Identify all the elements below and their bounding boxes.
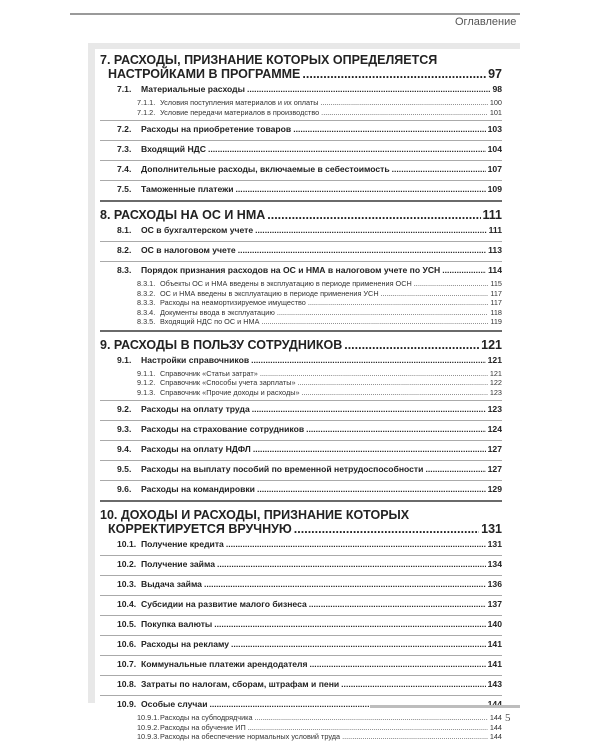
section-title <box>117 444 251 455</box>
toc-section-entry[interactable] <box>100 261 502 278</box>
section-page: 136 <box>487 579 502 589</box>
dot-leader <box>302 388 488 398</box>
dot-leader <box>294 522 479 536</box>
section-number: 7.5. <box>117 184 132 194</box>
section-page: 141 <box>487 659 502 669</box>
subsection-title-text: Справочник «Способы учета зарплаты» <box>160 378 296 387</box>
section-title <box>117 619 212 630</box>
footer-rule <box>370 705 520 708</box>
section-number: 10.6. <box>117 639 137 649</box>
subsection-page: 123 <box>489 387 502 397</box>
section-title-text: Особые случаи <box>141 699 208 709</box>
section-title-text: Коммунальные платежи арендодателя <box>141 659 308 669</box>
chapter-title-text: 9. РАСХОДЫ В ПОЛЬЗУ СОТРУДНИКОВ <box>100 337 343 352</box>
section-number: 10.7. <box>117 659 137 669</box>
section-title-text: Получение кредита <box>141 539 224 549</box>
dot-leader <box>344 338 479 352</box>
chapter-page: 111 <box>482 208 502 222</box>
subsection-title-text: Справочник «Прочие доходы и расходы» <box>160 387 300 397</box>
frame-top-bar <box>88 43 520 49</box>
section-title <box>117 84 245 95</box>
header-rule <box>70 13 520 15</box>
section-number: 10.8. <box>117 679 137 689</box>
chapter-title-text: НАСТРОЙКАМИ В ПРОГРАММЕ <box>108 67 301 81</box>
toc-section-entry[interactable] <box>100 120 502 137</box>
chapter-heading[interactable] <box>100 330 502 353</box>
section-title <box>117 559 215 570</box>
toc-section-entry[interactable] <box>100 460 502 477</box>
chapter-title-text: 10. ДОХОДЫ И РАСХОДЫ, ПРИЗНАНИЕ КОТОРЫХ <box>100 508 410 522</box>
chapter-title-line <box>100 53 502 67</box>
subsection-page: 119 <box>490 317 502 326</box>
section-title <box>117 404 250 415</box>
section-page: 129 <box>487 484 502 494</box>
chapter-title-line <box>100 338 502 352</box>
section-title-text: Порядок признания расходов на ОС и НМА в налоговом учете по УСН <box>141 265 441 275</box>
toc-subsection-entry[interactable] <box>100 108 502 118</box>
section-title-text: Настройки справочников <box>141 354 250 365</box>
dot-leader <box>238 245 486 256</box>
section-page: 140 <box>487 619 502 629</box>
dot-leader <box>425 464 485 475</box>
section-title <box>117 464 423 475</box>
subsection-title <box>137 279 412 289</box>
section-number: 10.3. <box>117 579 137 589</box>
section-page: 144 <box>487 699 502 709</box>
subsection-number: 10.9.1. <box>137 713 160 722</box>
section-page: 137 <box>487 599 502 609</box>
dot-leader <box>298 378 488 388</box>
dot-leader <box>214 619 485 630</box>
toc-subsection-entry[interactable] <box>100 378 502 388</box>
subsection-title-text: Документы ввода в эксплуатацию <box>160 307 275 317</box>
subsection-page: 118 <box>490 307 502 317</box>
dot-leader <box>321 108 488 118</box>
toc-section-entry[interactable] <box>100 615 502 632</box>
section-title <box>117 699 207 710</box>
dot-leader <box>204 579 486 590</box>
subsection-number: 8.3.4. <box>137 307 156 317</box>
toc-section-entry[interactable] <box>100 223 502 238</box>
section-number: 9.1. <box>117 354 132 365</box>
section-title-text: ОС в бухгалтерском учете <box>141 225 254 235</box>
section-title-text: Покупка валюты <box>141 619 213 629</box>
section-page: 103 <box>487 124 502 134</box>
section-number: 8.2. <box>117 245 132 255</box>
section-title <box>117 424 304 435</box>
subsection-page: 144 <box>489 722 502 732</box>
toc-subsection-entry[interactable] <box>100 732 502 742</box>
subsection-title-text: Расходы на обучение ИП <box>160 722 246 732</box>
toc-section-entry[interactable] <box>100 595 502 612</box>
chapter-page: 121 <box>481 337 502 352</box>
dot-leader <box>236 184 486 195</box>
section-page: 134 <box>487 559 502 569</box>
section-page: 98 <box>492 84 502 94</box>
subsection-number: 8.3.3. <box>137 298 156 307</box>
section-title-text: Входящий НДС <box>141 144 207 154</box>
chapter-title-line <box>100 67 502 81</box>
dot-leader <box>255 225 486 236</box>
dot-leader <box>302 67 486 81</box>
section-title <box>117 265 440 276</box>
section-number: 7.2. <box>117 124 132 134</box>
subsection-page: 115 <box>490 279 502 288</box>
section-title <box>117 539 224 550</box>
dot-leader <box>381 289 489 299</box>
dot-leader <box>251 355 486 366</box>
dot-leader <box>306 424 486 435</box>
subsection-title <box>137 108 319 118</box>
toc-subsection-entry[interactable] <box>100 298 502 308</box>
section-page: 104 <box>487 144 502 154</box>
toc-subsection-entry[interactable] <box>100 713 502 723</box>
toc-section-entry[interactable] <box>100 400 502 417</box>
subsection-title <box>137 388 300 398</box>
section-number: 8.3. <box>117 265 132 275</box>
toc-section-entry[interactable] <box>100 180 502 197</box>
section-title <box>117 579 202 590</box>
dot-leader <box>208 144 486 155</box>
section-page: 127 <box>487 464 502 474</box>
section-number: 7.4. <box>117 164 132 174</box>
dot-leader <box>277 308 489 318</box>
dot-leader <box>308 298 489 308</box>
subsection-title <box>137 732 340 742</box>
toc-section-entry[interactable] <box>100 555 502 572</box>
toc-subsection-entry[interactable] <box>100 388 502 398</box>
subsection-page: 100 <box>489 98 502 107</box>
chapter-title-line <box>100 522 502 536</box>
section-title-text: Расходы на выплату пособий по временной нетрудоспособности <box>141 464 424 474</box>
toc-section-entry[interactable] <box>100 160 502 177</box>
subsection-title-text: Расходы на неамортизируемое имущество <box>160 298 306 307</box>
chapter-title-text: КОРРЕКТИРУЕТСЯ ВРУЧНУЮ <box>108 522 292 536</box>
frame-left-bar <box>88 43 95 703</box>
subsection-number: 8.3.1. <box>137 279 156 288</box>
section-page: 114 <box>488 265 502 275</box>
subsection-page: 144 <box>489 732 502 741</box>
subsection-title-text: Расходы на обеспечение нормальных условий труда <box>160 732 341 741</box>
chapter-title-text: 7. РАСХОДЫ, ПРИЗНАНИЕ КОТОРЫХ ОПРЕДЕЛЯЕТСЯ <box>100 53 438 67</box>
subsection-page: 122 <box>489 378 502 387</box>
subsection-number: 8.3.5. <box>137 317 156 326</box>
section-title-text: Субсидии на развитие малого бизнеса <box>141 599 307 609</box>
subsection-title <box>137 378 296 388</box>
toc-section-entry[interactable] <box>100 675 502 692</box>
toc-section-entry[interactable] <box>100 537 502 552</box>
subsection-number: 9.1.2. <box>137 378 156 387</box>
toc-subsection-entry[interactable] <box>100 317 502 327</box>
section-page: 109 <box>487 184 502 194</box>
toc-subsection-entry[interactable] <box>100 279 502 289</box>
subsection-title <box>137 298 306 308</box>
subsection-title-text: Расходы на субподрядчика <box>160 713 253 722</box>
subsection-page: 117 <box>490 298 502 307</box>
section-title <box>117 124 291 135</box>
dot-leader <box>392 164 486 175</box>
dot-leader <box>414 279 489 289</box>
section-number: 9.6. <box>117 484 132 494</box>
subsection-number: 9.1.1. <box>137 368 156 378</box>
subsection-number: 7.1.1. <box>137 98 156 107</box>
section-title-text: Расходы на командировки <box>141 484 255 494</box>
toc-subsection-entry[interactable] <box>100 369 502 379</box>
dot-leader <box>231 639 486 650</box>
dot-leader <box>341 679 485 690</box>
dot-leader <box>253 444 486 455</box>
section-title-text: Материальные расходы <box>141 84 245 94</box>
dot-leader <box>217 559 486 570</box>
toc-section-entry[interactable] <box>100 575 502 592</box>
toc-section-entry[interactable] <box>100 655 502 672</box>
section-page: 141 <box>487 639 502 649</box>
section-page: 131 <box>487 539 502 549</box>
toc-section-entry[interactable] <box>100 480 502 497</box>
section-number: 7.3. <box>117 144 132 154</box>
subsection-title-text: Условия поступления материалов и их оплаты <box>160 98 319 107</box>
toc-section-entry[interactable] <box>100 695 502 712</box>
section-number: 9.3. <box>117 424 132 434</box>
section-title-text: Выдача займа <box>141 579 202 589</box>
dot-leader <box>226 539 486 550</box>
chapter-page: 97 <box>488 67 502 81</box>
section-number: 10.9. <box>117 699 137 709</box>
section-number: 10.5. <box>117 619 137 629</box>
subsection-title <box>137 308 275 318</box>
subsection-page: 144 <box>489 713 502 722</box>
section-title-text: Расходы на оплату НДФЛ <box>141 444 251 454</box>
chapter-title-line <box>100 208 502 222</box>
subsection-title <box>137 723 246 733</box>
section-number: 7.1. <box>117 84 132 94</box>
subsection-title <box>137 369 258 379</box>
subsection-title <box>137 98 319 108</box>
toc-subsection-entry[interactable] <box>100 723 502 733</box>
header-title: Оглавление <box>455 16 517 28</box>
section-title-text: Таможенные платежи <box>141 184 234 194</box>
section-number: 10.1. <box>117 539 137 549</box>
dot-leader <box>310 659 486 670</box>
dot-leader <box>248 723 488 733</box>
section-number: 9.4. <box>117 444 132 454</box>
section-page: 143 <box>487 679 502 689</box>
dot-leader <box>267 208 480 222</box>
section-title <box>117 184 234 195</box>
dot-leader <box>257 484 486 495</box>
section-title <box>117 245 236 256</box>
toc-section-entry[interactable] <box>100 82 502 97</box>
subsection-page: 117 <box>490 288 502 298</box>
chapter-heading[interactable] <box>100 200 502 223</box>
chapter-title-line <box>100 508 502 522</box>
toc-section-entry[interactable] <box>100 140 502 157</box>
section-title-text: Затраты по налогам, сборам, штрафам и пени <box>141 679 340 689</box>
section-number: 10.4. <box>117 599 137 609</box>
dot-leader <box>321 98 488 108</box>
dot-leader <box>247 84 490 95</box>
chapter-heading[interactable] <box>100 500 502 537</box>
section-title-text: Получение займа <box>141 559 215 569</box>
subsection-title <box>137 317 259 327</box>
subsection-number: 10.9.2. <box>137 722 160 732</box>
section-page: 113 <box>488 245 502 255</box>
dot-leader <box>309 599 486 610</box>
subsection-page: 121 <box>489 368 502 378</box>
subsection-number: 10.9.3. <box>137 732 160 741</box>
section-title <box>117 639 229 650</box>
subsection-title-text: Условие передачи материалов в производство <box>160 107 320 117</box>
toc-section-entry[interactable] <box>100 420 502 437</box>
subsection-number: 8.3.2. <box>137 288 156 298</box>
section-title <box>117 225 253 236</box>
section-number: 9.2. <box>117 404 132 414</box>
subsection-title-text: Справочник «Статьи затрат» <box>160 368 258 378</box>
subsection-number: 9.1.3. <box>137 387 156 397</box>
dot-leader <box>260 369 488 379</box>
subsection-title <box>137 289 379 299</box>
dot-leader <box>255 713 488 723</box>
section-number: 9.5. <box>117 464 132 474</box>
table-of-contents <box>100 52 502 742</box>
section-page: 124 <box>487 424 502 434</box>
section-title <box>117 164 390 175</box>
subsection-number: 7.1.2. <box>137 107 156 117</box>
chapter-title-text: 8. РАСХОДЫ НА ОС И НМА <box>100 208 266 222</box>
toc-subsection-entry[interactable] <box>100 308 502 318</box>
toc-section-entry[interactable] <box>100 635 502 652</box>
dot-leader <box>342 732 488 742</box>
section-title-text: Расходы на оплату труда <box>141 404 250 414</box>
section-number: 10.2. <box>117 559 137 569</box>
section-page: 121 <box>487 354 502 365</box>
toc-section-entry[interactable] <box>100 241 502 258</box>
section-title-text: ОС в налоговом учете <box>141 245 236 255</box>
toc-section-entry[interactable] <box>100 353 502 368</box>
section-title <box>117 599 307 610</box>
section-title <box>117 484 255 495</box>
subsection-title-text: ОС и НМА введены в эксплуатацию в периоде применения УСН <box>160 288 379 298</box>
section-title <box>117 144 206 155</box>
subsection-title-text: Объекты ОС и НМА введены в эксплуатацию в периоде применения ОСН <box>160 279 412 288</box>
dot-leader <box>293 124 485 135</box>
section-title-text: Расходы на страхование сотрудников <box>141 424 305 434</box>
section-title-text: Дополнительные расходы, включаемые в себестоимость <box>141 164 390 174</box>
dot-leader <box>442 265 486 276</box>
page-number: 5 <box>505 712 511 724</box>
section-page: 127 <box>487 444 502 454</box>
toc-subsection-entry[interactable] <box>100 98 502 108</box>
dot-leader <box>261 317 488 327</box>
subsection-title-text: Входящий НДС по ОС и НМА <box>160 317 260 326</box>
subsection-title <box>137 713 253 723</box>
toc-subsection-entry[interactable] <box>100 289 502 299</box>
chapter-page: 131 <box>481 522 502 536</box>
section-page: 111 <box>488 225 502 235</box>
chapter-heading[interactable] <box>100 52 502 82</box>
section-title-text: Расходы на рекламу <box>141 639 230 649</box>
dot-leader <box>252 404 486 415</box>
toc-section-entry[interactable] <box>100 440 502 457</box>
section-title-text: Расходы на приобретение товаров <box>141 124 292 134</box>
subsection-page: 101 <box>489 107 502 117</box>
section-title <box>117 659 308 670</box>
section-page: 107 <box>487 164 502 174</box>
section-page: 123 <box>487 404 502 414</box>
section-title <box>117 679 339 690</box>
section-title <box>117 355 249 366</box>
section-number: 8.1. <box>117 225 132 235</box>
